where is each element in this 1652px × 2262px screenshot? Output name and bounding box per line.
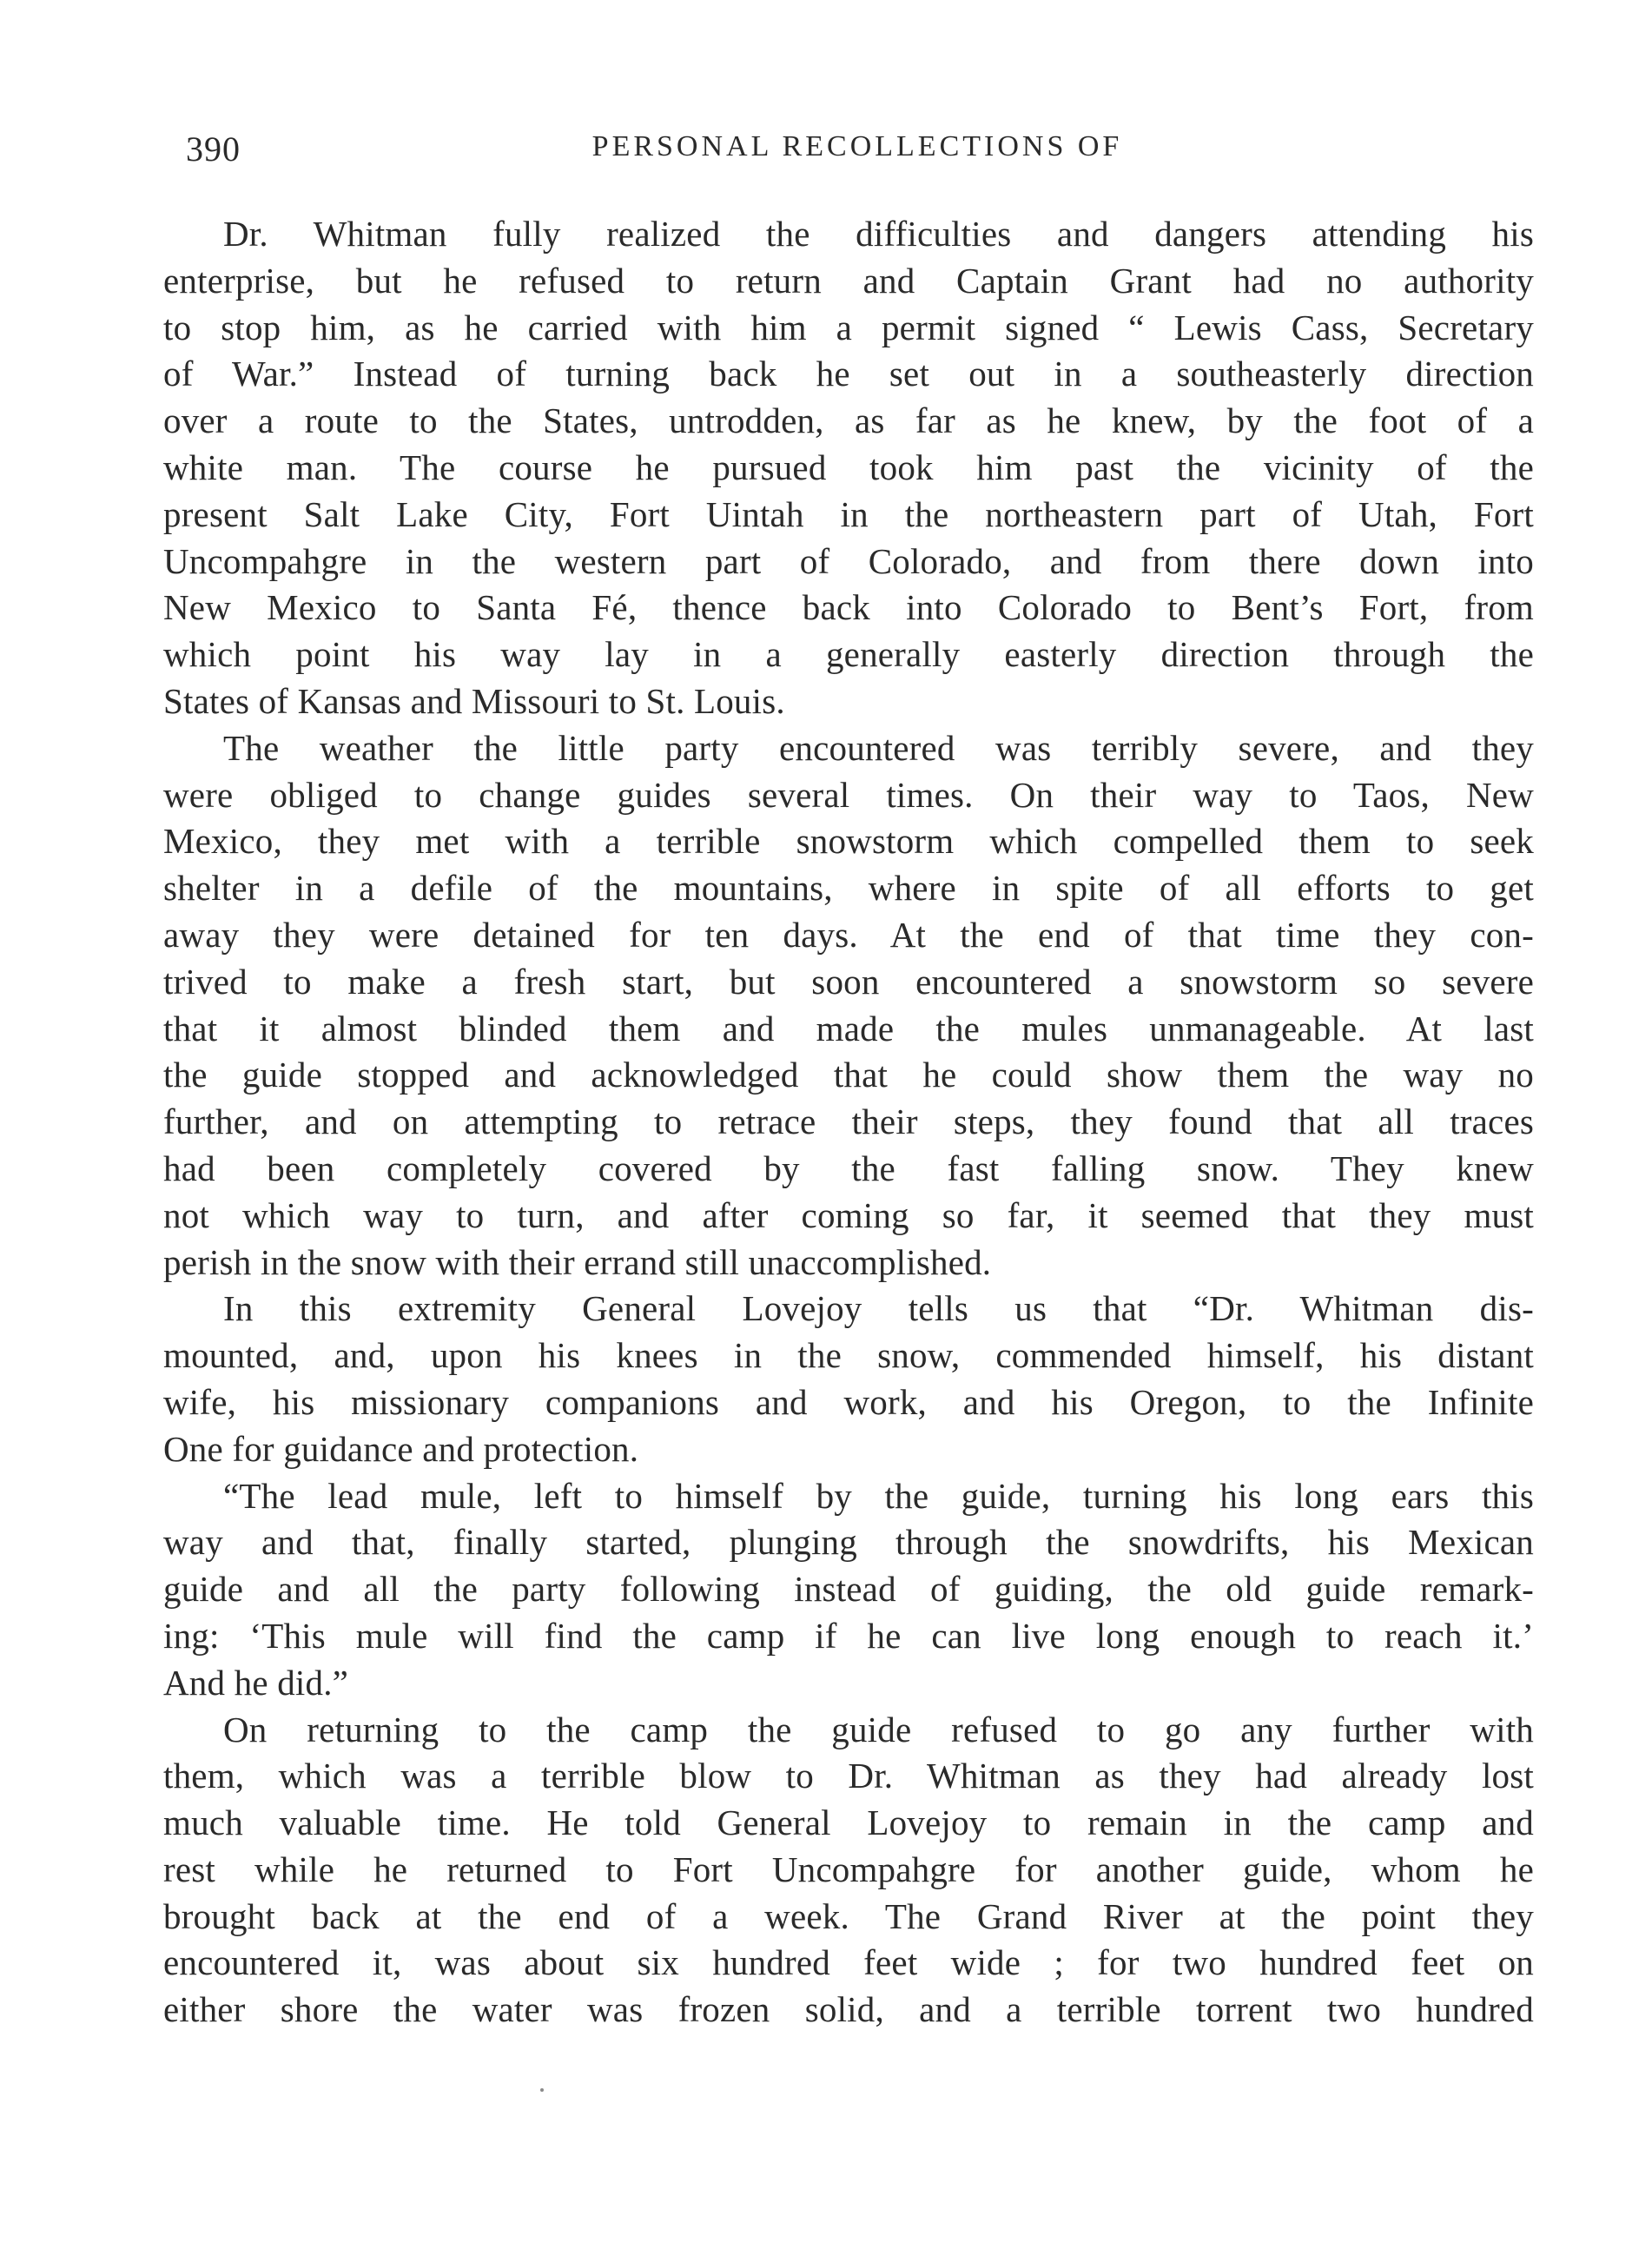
text-line: present Salt Lake City, Fort Uintah in the northeastern part of Utah, Fort (163, 493, 1534, 534)
text-line: In this extremity General Lovejoy tells us that “Dr. Whitman dis- (223, 1288, 1534, 1329)
text-line: The weather the little party encountered was terribly severe, and they (223, 727, 1534, 768)
text-line: that it almost blinded them and made the mules unmanageable. At last (163, 1008, 1534, 1048)
text-line: either shore the water was frozen solid, and a terrible torrent two hundred (163, 1989, 1534, 2030)
page-number: 390 (186, 129, 241, 169)
text-line: them, which was a terrible blow to Dr. Whitman as they had already lost (163, 1756, 1534, 1796)
text-line: were obliged to change guides several times. On their way to Taos, New (163, 774, 1534, 815)
text-line: States of Kansas and Missouri to St. Louis. (163, 680, 785, 721)
text-line: the guide stopped and acknowledged that he could show them the way no (163, 1055, 1534, 1095)
text-line: way and that, finally started, plunging through the snowdrifts, his Mexican (163, 1522, 1534, 1563)
text-line: perish in the snow with their errand still unaccomplished. (163, 1241, 992, 1282)
text-line: On returning to the camp the guide refused to go any further with (223, 1709, 1534, 1749)
text-line: had been completely covered by the fast falling snow. They knew (163, 1148, 1534, 1188)
text-line: “The lead mule, left to himself by the guide, turning his long ears this (223, 1475, 1534, 1516)
text-line: One for guidance and protection. (163, 1428, 639, 1469)
text-line: encountered it, was about six hundred feet wide ; for two hundred feet on (163, 1942, 1534, 1983)
text-line: further, and on attempting to retrace their steps, they found that all traces (163, 1101, 1534, 1142)
text-line: away they were detained for ten days. At the end of that time they con- (163, 914, 1534, 955)
text-line: And he did.” (163, 1662, 349, 1703)
text-line: Mexico, they met with a terrible snowstorm which compelled them to seek (163, 821, 1534, 862)
print-speck (540, 2088, 544, 2092)
text-line: mounted, and, upon his knees in the snow, commended himself, his distant (163, 1335, 1534, 1376)
text-line: rest while he returned to Fort Uncompahgre for another guide, whom he (163, 1849, 1534, 1889)
page-header (186, 129, 1529, 172)
text-line: ing: ‘This mule will find the camp if he can live long enough to reach it.’ (163, 1615, 1534, 1656)
body-text (163, 211, 1534, 2034)
text-line: wife, his missionary companions and work, and his Oregon, to the Infinite (163, 1381, 1534, 1422)
text-line: of War.” Instead of turning back he set out in a southeasterly direction (163, 354, 1534, 394)
text-line: enterprise, but he refused to return and Captain Grant had no authority (163, 260, 1534, 301)
text-line: white man. The course he pursued took him past the vicinity of the (163, 446, 1534, 487)
text-line: guide and all the party following instead of guiding, the old guide remark- (163, 1569, 1534, 1610)
text-line: to stop him, as he carried with him a permit signed “ Lewis Cass, Secretary (163, 307, 1534, 347)
text-line: Dr. Whitman fully realized the difficulties and dangers attending his (223, 214, 1534, 254)
text-line: shelter in a defile of the mountains, where in spite of all efforts to get (163, 868, 1534, 909)
text-line: brought back at the end of a week. The Grand River at the point they (163, 1895, 1534, 1936)
text-line: New Mexico to Santa Fé, thence back into Colorado to Bent’s Fort, from (163, 587, 1534, 628)
text-line: trived to make a fresh start, but soon encountered a snowstorm so severe (163, 961, 1534, 1002)
text-line: not which way to turn, and after coming so far, it seemed that they must (163, 1194, 1534, 1235)
text-line: over a route to the States, untrodden, as far as he knew, by the foot of a (163, 400, 1534, 441)
text-line: which point his way lay in a generally easterly direction through the (163, 634, 1534, 675)
text-line: much valuable time. He told General Lovejoy to remain in the camp and (163, 1802, 1534, 1843)
running-head: PERSONAL RECOLLECTIONS OF (591, 130, 1123, 162)
text-line: Uncompahgre in the western part of Colorado, and from there down into (163, 540, 1534, 581)
